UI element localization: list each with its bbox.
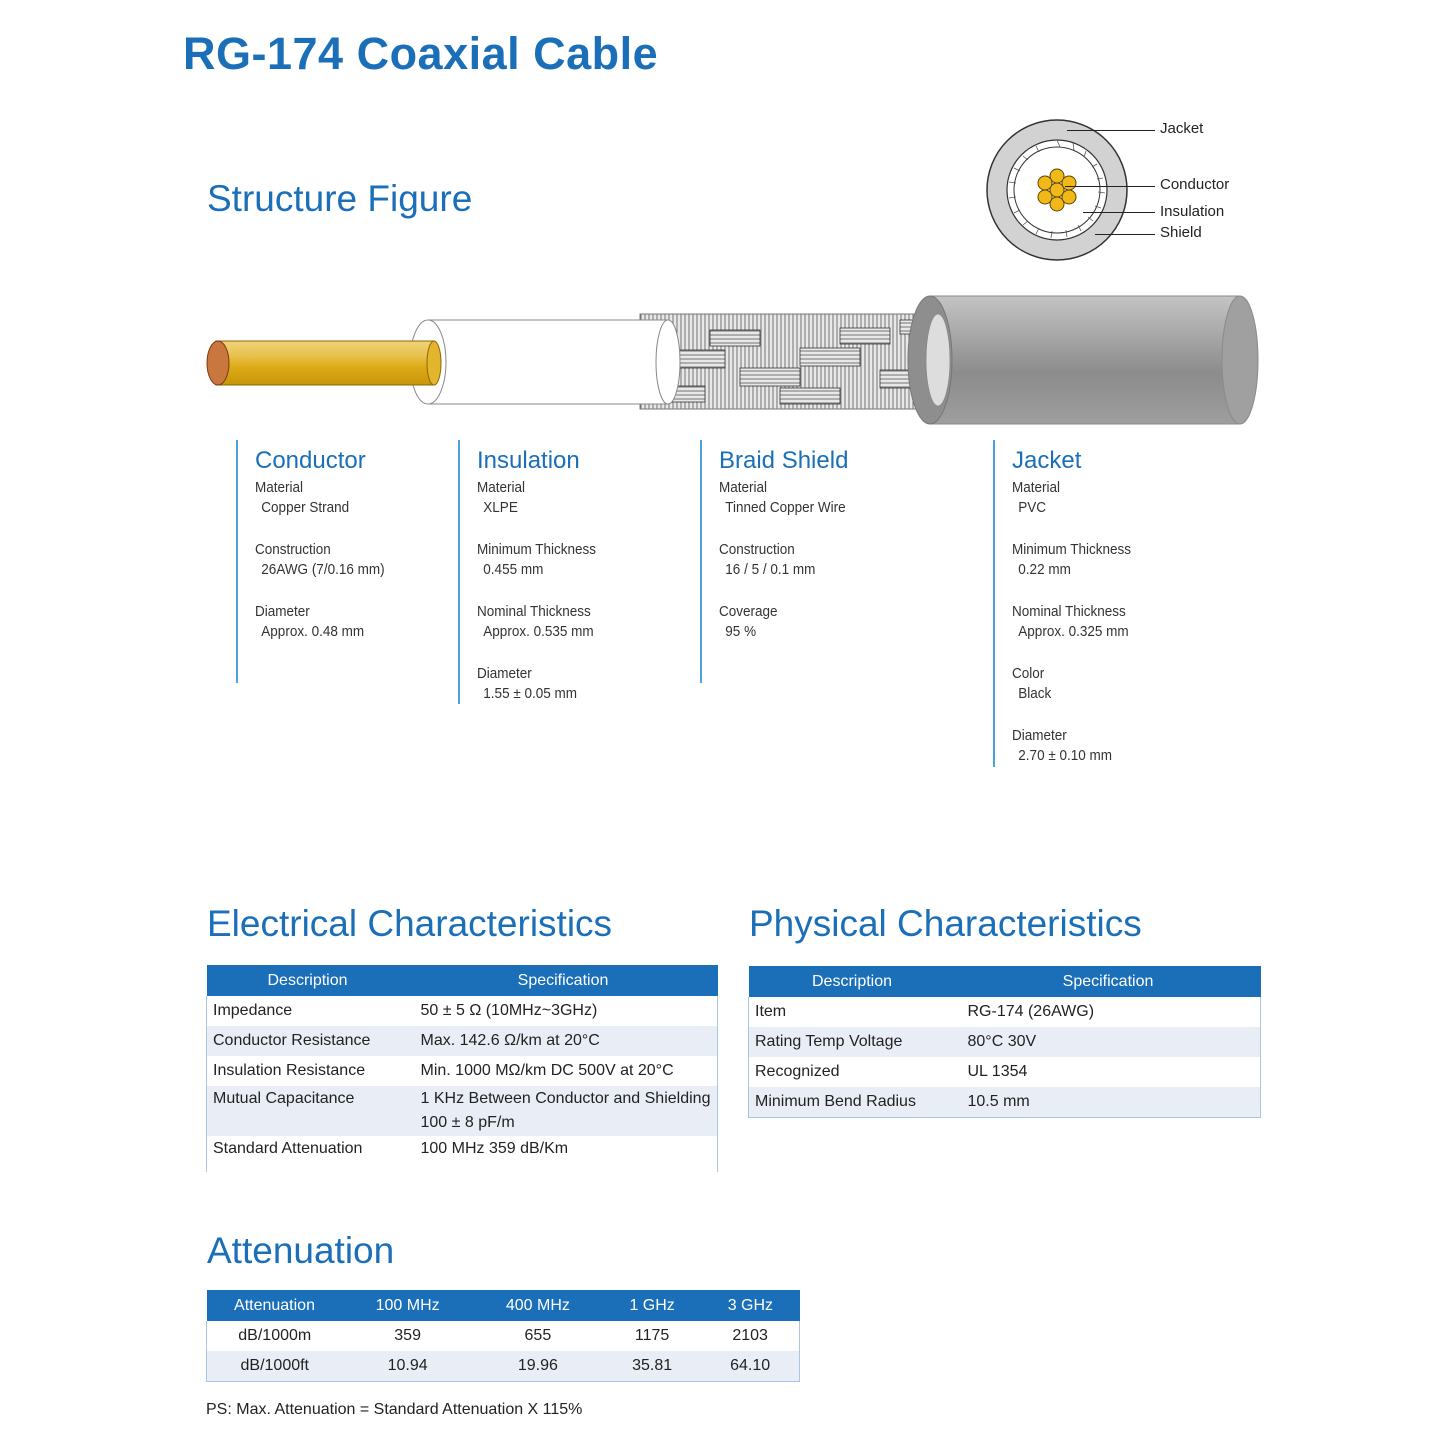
- prop-coverage: Coverage 95 %: [719, 603, 778, 640]
- col-header-100mhz: 100 MHz: [343, 1290, 473, 1321]
- col-header-attenuation: Attenuation: [207, 1290, 343, 1321]
- prop-construction: Construction 26AWG (7/0.16 mm): [255, 541, 385, 578]
- structure-heading: Structure Figure: [207, 178, 473, 219]
- table-row: Insulation Resistance Min. 1000 MΩ/km DC 500V at 20°C: [207, 1056, 718, 1086]
- component-braid-shield: [700, 440, 860, 683]
- component-insulation: [458, 440, 609, 704]
- cable-illustration: [200, 290, 1265, 430]
- table-row: dB/1000ft 10.94 19.96 35.81 64.10: [207, 1351, 800, 1382]
- component-title: Conductor: [255, 447, 366, 474]
- prop-nominal-thickness: Nominal Thickness Approx. 0.535 mm: [477, 603, 594, 640]
- xsec-label-shield: Shield: [1160, 224, 1202, 241]
- col-header-specification: Specification: [409, 965, 718, 996]
- table-row: Conductor Resistance Max. 142.6 Ω/km at 20°C: [207, 1026, 718, 1056]
- electrical-table: [206, 965, 718, 1172]
- table-row: Minimum Bend Radius 10.5 mm: [749, 1087, 1261, 1118]
- table-row: dB/1000m 359 655 1175 2103: [207, 1321, 800, 1351]
- table-row: Item RG-174 (26AWG): [749, 997, 1261, 1027]
- page-title: RG-174 Coaxial Cable: [183, 28, 659, 79]
- col-header-1ghz: 1 GHz: [603, 1290, 701, 1321]
- prop-min-thickness: Minimum Thickness 0.22 mm: [1012, 541, 1132, 578]
- col-header-specification: Specification: [956, 966, 1261, 997]
- cross-section-diagram: [985, 118, 1245, 263]
- table-row: Impedance 50 ± 5 Ω (10MHz~3GHz): [207, 996, 718, 1026]
- prop-diameter: Diameter Approx. 0.48 mm: [255, 603, 365, 640]
- attenuation-table: [206, 1290, 800, 1382]
- prop-material: Material PVC: [1012, 479, 1061, 516]
- table-row: Recognized UL 1354: [749, 1057, 1261, 1087]
- prop-diameter: Diameter 2.70 ± 0.10 mm: [1012, 727, 1113, 764]
- table-row: Standard Attenuation 100 MHz 359 dB/Km: [207, 1136, 718, 1172]
- component-title: Insulation: [477, 447, 580, 474]
- component-jacket: [993, 440, 1144, 767]
- col-header-400mhz: 400 MHz: [473, 1290, 603, 1321]
- col-header-3ghz: 3 GHz: [701, 1290, 799, 1321]
- prop-min-thickness: Minimum Thickness 0.455 mm: [477, 541, 597, 578]
- component-title: Braid Shield: [719, 447, 849, 474]
- attenuation-heading: Attenuation: [207, 1230, 395, 1271]
- physical-table: [748, 966, 1261, 1118]
- col-header-description: Description: [207, 965, 409, 996]
- table-row: Mutual Capacitance 1 KHz Between Conductor and Shielding 100 ± 8 pF/m: [207, 1086, 718, 1136]
- electrical-heading: Electrical Characteristics: [207, 903, 613, 944]
- prop-construction: Construction 16 / 5 / 0.1 mm: [719, 541, 816, 578]
- xsec-label-jacket: Jacket: [1160, 120, 1204, 137]
- prop-diameter: Diameter 1.55 ± 0.05 mm: [477, 665, 578, 702]
- col-header-description: Description: [749, 966, 956, 997]
- prop-material: Material Copper Strand: [255, 479, 350, 516]
- component-conductor: [236, 440, 399, 683]
- prop-color: Color Black: [1012, 665, 1052, 702]
- prop-nominal-thickness: Nominal Thickness Approx. 0.325 mm: [1012, 603, 1129, 640]
- physical-heading: Physical Characteristics: [749, 903, 1142, 944]
- xsec-label-insulation: Insulation: [1160, 203, 1225, 220]
- component-title: Jacket: [1012, 447, 1082, 474]
- xsec-label-conductor: Conductor: [1160, 176, 1230, 193]
- prop-material: Material XLPE: [477, 479, 526, 516]
- prop-material: Material Tinned Copper Wire: [719, 479, 846, 516]
- table-row: Rating Temp Voltage 80°C 30V: [749, 1027, 1261, 1057]
- cross-section-icon: [985, 118, 1130, 263]
- attenuation-note: PS: Max. Attenuation = Standard Attenuation X 115%: [206, 1401, 583, 1418]
- cable-icon: [200, 290, 1265, 430]
